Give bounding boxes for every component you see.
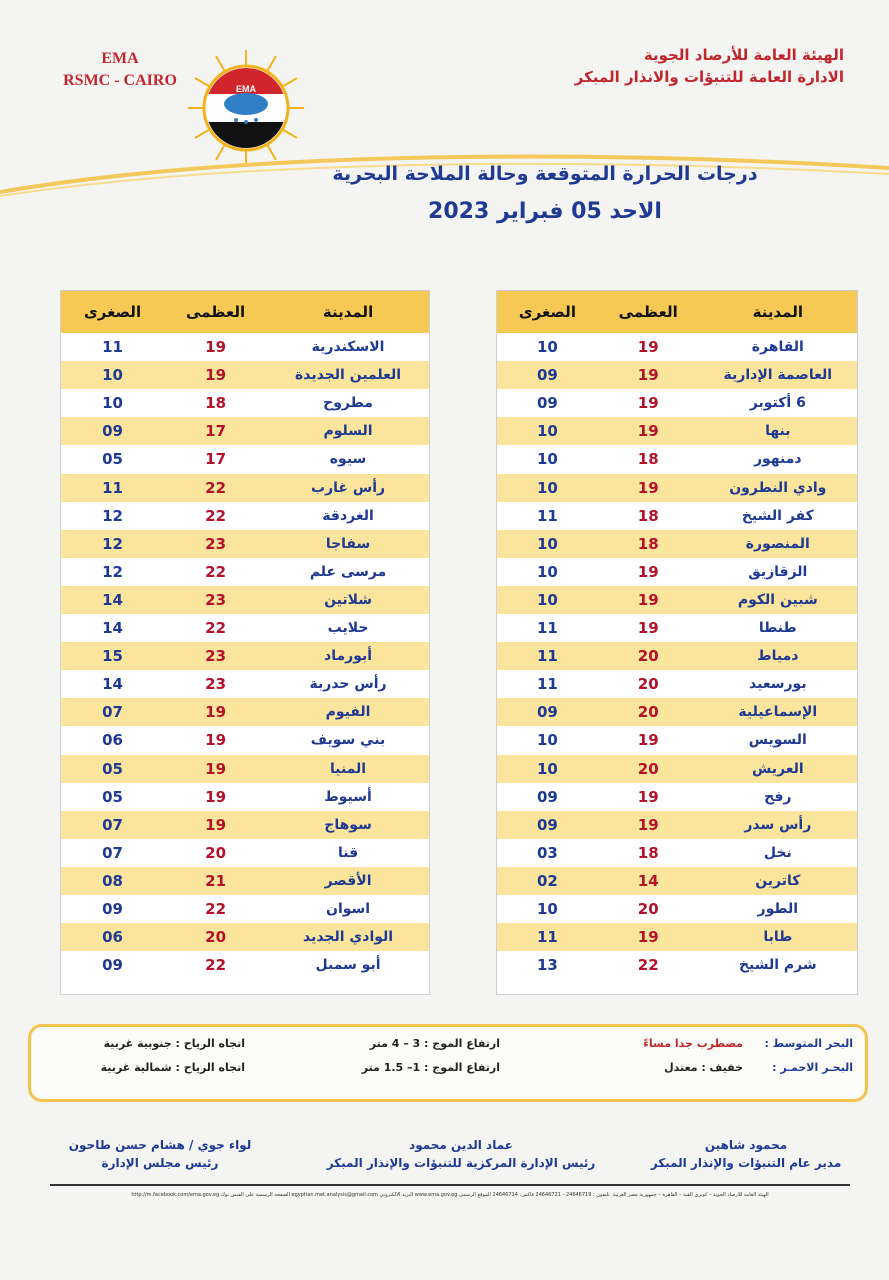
table-row — [61, 811, 429, 839]
min-temp-cell: 09 — [102, 956, 123, 975]
table-row — [61, 389, 429, 417]
red-sea-label: البحـر الاحمـر : — [772, 1061, 853, 1074]
max-temp-cell: 23 — [205, 590, 227, 609]
table-row — [497, 811, 857, 839]
table-row — [497, 755, 857, 783]
min-temp-cell: 14 — [102, 590, 123, 609]
table-row — [61, 923, 429, 951]
table-row — [497, 586, 857, 614]
min-temp-cell: 12 — [102, 506, 123, 525]
min-temp-cell: 11 — [536, 675, 558, 694]
max-temp-cell: 19 — [637, 928, 659, 947]
min-temp-cell: 03 — [536, 843, 558, 862]
max-temp-cell: 18 — [637, 506, 659, 525]
max-temp-cell: 22 — [205, 478, 227, 497]
table-row — [497, 726, 857, 754]
city-cell: الاسكندرية — [311, 339, 385, 356]
min-temp-cell: 07 — [102, 843, 123, 862]
city-cell: وادي النطرون — [729, 479, 827, 496]
signature-name: لواء جوي / هشام حسن طاحون — [68, 1138, 252, 1152]
city-cell: سوهاج — [324, 816, 372, 833]
page-title: درجات الحرارة المتوقعة وحالة الملاحة البحرية — [332, 163, 758, 185]
city-cell: رأس غارب — [311, 479, 386, 496]
max-temp-cell: 23 — [205, 647, 227, 666]
max-temp-cell: 20 — [637, 675, 659, 694]
min-temp-cell: 09 — [102, 422, 123, 441]
city-cell: طنطا — [758, 620, 797, 637]
city-cell: بنها — [765, 423, 791, 440]
city-cell: السويس — [748, 732, 807, 749]
min-temp-cell: 07 — [102, 703, 123, 722]
table-row — [61, 755, 429, 783]
table-row — [497, 417, 857, 445]
min-temp-cell: 10 — [536, 534, 558, 553]
max-temp-cell: 19 — [637, 366, 659, 385]
city-cell: دمنهور — [753, 451, 802, 468]
table-row — [497, 783, 857, 811]
min-temp-cell: 14 — [102, 619, 123, 638]
table-row — [61, 951, 429, 979]
city-cell: الوادي الجديد — [302, 929, 394, 946]
min-temp-cell: 12 — [102, 562, 123, 581]
min-temp-cell: 05 — [102, 787, 123, 806]
city-cell: رفح — [764, 788, 792, 805]
max-temp-cell: 23 — [205, 534, 227, 553]
min-temp-cell: 10 — [536, 590, 558, 609]
authority-name: الهيئة العامة للأرصاد الجوية — [643, 46, 844, 64]
min-temp-cell: 09 — [536, 703, 558, 722]
min-temp-cell: 10 — [536, 759, 558, 778]
city-cell: قنا — [337, 844, 359, 861]
city-cell: دمياط — [757, 648, 799, 665]
table-row — [61, 867, 429, 895]
table-row — [61, 445, 429, 473]
rsmc-cairo: RSMC - CAIRO — [63, 72, 177, 89]
table-header — [497, 291, 857, 333]
max-temp-cell: 20 — [637, 647, 659, 666]
city-cell: الطور — [757, 901, 799, 918]
table-row — [61, 361, 429, 389]
signature-role: رئيس مجلس الإدارة — [101, 1156, 219, 1170]
max-temp-cell: 19 — [637, 815, 659, 834]
min-temp-cell: 05 — [102, 759, 123, 778]
red-wind-direction: اتجاه الرياح : شمالية غربية — [100, 1061, 245, 1074]
table-row — [497, 923, 857, 951]
header-city: المدينة — [322, 303, 374, 321]
min-temp-cell: 07 — [102, 815, 123, 834]
table-row — [61, 586, 429, 614]
min-temp-cell: 11 — [536, 928, 558, 947]
city-cell: اسوان — [326, 901, 371, 918]
ema-abbrev: EMA — [101, 50, 139, 67]
table-row — [61, 474, 429, 502]
max-temp-cell: 14 — [637, 871, 659, 890]
max-temp-cell: 19 — [205, 815, 227, 834]
table-row — [61, 417, 429, 445]
city-cell: رأس سدر — [744, 816, 812, 833]
right-temperature-table — [496, 290, 858, 995]
med-sea-label: البحر المتوسط : — [764, 1037, 853, 1050]
max-temp-cell: 18 — [637, 534, 659, 553]
min-temp-cell: 08 — [102, 871, 123, 890]
city-cell: العاصمة الإدارية — [723, 367, 833, 384]
max-temp-cell: 20 — [637, 759, 659, 778]
table-row — [61, 670, 429, 698]
ema-arabic-header — [524, 44, 844, 88]
city-cell: سيوه — [329, 451, 367, 468]
signature-role: رئيس الإدارة المركزية للتنبؤات والإنذار المبكر — [326, 1156, 596, 1170]
max-temp-cell: 17 — [205, 422, 227, 441]
header-min: الصغرى — [83, 303, 142, 321]
max-temp-cell: 20 — [205, 843, 227, 862]
table-row — [497, 389, 857, 417]
min-temp-cell: 10 — [536, 478, 558, 497]
header-max: العظمى — [618, 303, 678, 321]
min-temp-cell: 10 — [536, 422, 558, 441]
page-date: الاحد 05 فبراير 2023 — [428, 199, 662, 224]
table-row — [61, 614, 429, 642]
max-temp-cell: 19 — [205, 731, 227, 750]
city-cell: شبين الكوم — [737, 591, 818, 608]
med-sea-state: مضطرب جدا مساءً — [643, 1037, 743, 1050]
max-temp-cell: 23 — [205, 675, 227, 694]
header-city: المدينة — [752, 303, 803, 321]
city-cell: سفاجا — [325, 535, 371, 552]
min-temp-cell: 11 — [102, 338, 123, 357]
max-temp-cell: 22 — [205, 956, 227, 975]
table-row — [497, 839, 857, 867]
max-temp-cell: 22 — [205, 619, 227, 638]
city-cell: الأقصر — [324, 872, 372, 889]
city-cell: العريش — [751, 760, 804, 777]
table-row — [61, 839, 429, 867]
min-temp-cell: 10 — [536, 450, 558, 469]
city-cell: بني سويف — [310, 732, 386, 749]
sea-state-box — [28, 1024, 868, 1102]
table-row — [61, 698, 429, 726]
ema-english-header — [40, 48, 200, 92]
min-temp-cell: 15 — [102, 647, 123, 666]
city-cell: الغردقة — [322, 507, 374, 524]
table-row — [61, 726, 429, 754]
city-cell: أبو سمبل — [315, 957, 381, 974]
med-wave-height: ارتفاع الموج : 3 – 4 متر — [369, 1037, 500, 1050]
city-cell: العلمين الجديدة — [295, 367, 402, 384]
red-sea-state: خفيف : معتدل — [664, 1061, 743, 1074]
max-temp-cell: 19 — [637, 590, 659, 609]
max-temp-cell: 19 — [637, 562, 659, 581]
max-temp-cell: 19 — [637, 619, 659, 638]
city-cell: طابا — [763, 929, 793, 946]
max-temp-cell: 19 — [637, 731, 659, 750]
table-row — [497, 502, 857, 530]
signature-name: عماد الدين محمود — [409, 1138, 513, 1152]
max-temp-cell: 19 — [205, 787, 227, 806]
city-cell: رأس حدربة — [309, 676, 387, 693]
signature-central-director — [301, 1136, 621, 1172]
table-row — [61, 333, 429, 361]
table-row — [497, 951, 857, 979]
max-temp-cell: 22 — [205, 506, 227, 525]
table-row — [497, 558, 857, 586]
city-cell: كاترين — [755, 872, 801, 889]
city-cell: كفر الشيخ — [741, 507, 814, 524]
min-temp-cell: 06 — [102, 731, 123, 750]
footer-contact: الهيئة العامة للأرصاد الجوية – كوبري القبة – القاهرة – جمهورية مصر العربية. تليفون : 24646719 - 24646721 فاكس: 24646714 الموقع الرسمي www.ema.gov.eg البريد الالكتروني egyptian.met.analysis@gmail.com الصفحة الرسمية على الفيس بوك http://m.facebook.com/ema.gov.eg — [131, 1192, 769, 1198]
min-temp-cell: 10 — [536, 900, 558, 919]
city-cell: القاهرة — [751, 339, 804, 356]
red-wave-height: ارتفاع الموج : 1– 1.5 متر — [361, 1061, 500, 1074]
min-temp-cell: 09 — [536, 815, 558, 834]
city-cell: الفيوم — [325, 704, 371, 721]
table-row — [61, 502, 429, 530]
table-row — [61, 642, 429, 670]
max-temp-cell: 20 — [637, 703, 659, 722]
max-temp-cell: 19 — [205, 759, 227, 778]
max-temp-cell: 19 — [637, 338, 659, 357]
max-temp-cell: 22 — [637, 956, 659, 975]
max-temp-cell: 19 — [205, 366, 227, 385]
table-row — [61, 558, 429, 586]
city-cell: 6 أكتوبر — [749, 395, 806, 412]
min-temp-cell: 06 — [102, 928, 123, 947]
table-row — [497, 642, 857, 670]
min-temp-cell: 11 — [536, 647, 558, 666]
max-temp-cell: 19 — [205, 338, 227, 357]
city-cell: مطروح — [323, 395, 373, 412]
city-cell: مرسى علم — [309, 563, 387, 580]
city-cell: شرم الشيخ — [738, 957, 817, 974]
city-cell: أبورماد — [324, 648, 373, 665]
max-temp-cell: 19 — [205, 703, 227, 722]
med-wind-direction: اتجاه الرياح : جنوبية غربية — [103, 1037, 245, 1050]
city-cell: السلوم — [323, 423, 373, 440]
city-cell: أسيوط — [324, 788, 372, 805]
table-row — [497, 698, 857, 726]
table-row — [497, 670, 857, 698]
table-row — [497, 895, 857, 923]
logo-text: EMA — [236, 84, 256, 94]
city-cell: المنصورة — [745, 535, 810, 552]
table-row — [497, 530, 857, 558]
min-temp-cell: 14 — [102, 675, 123, 694]
min-temp-cell: 02 — [536, 871, 558, 890]
table-row — [497, 614, 857, 642]
left-temperature-table — [60, 290, 430, 995]
max-temp-cell: 17 — [205, 450, 227, 469]
max-temp-cell: 19 — [637, 787, 659, 806]
min-temp-cell: 10 — [102, 366, 123, 385]
city-cell: حلايب — [327, 620, 369, 637]
city-cell: شلاتين — [324, 591, 373, 608]
city-cell: نخل — [763, 844, 792, 861]
min-temp-cell: 11 — [102, 478, 123, 497]
max-temp-cell: 19 — [637, 394, 659, 413]
min-temp-cell: 10 — [536, 562, 558, 581]
table-row — [61, 895, 429, 923]
min-temp-cell: 09 — [102, 900, 123, 919]
signature-role: مدير عام التنبؤات والإنذار المبكر — [650, 1156, 842, 1170]
table-row — [497, 445, 857, 473]
table-header — [61, 291, 429, 333]
forecast-department: الادارة العامة للتنبؤات والانذار المبكر — [574, 68, 844, 86]
max-temp-cell: 22 — [205, 900, 227, 919]
signature-name: محمود شاهين — [704, 1138, 788, 1152]
signature-chairman — [40, 1136, 280, 1172]
max-temp-cell: 19 — [637, 478, 659, 497]
table-row — [497, 361, 857, 389]
table-row — [61, 783, 429, 811]
min-temp-cell: 09 — [536, 366, 558, 385]
min-temp-cell: 09 — [536, 787, 558, 806]
header-min: الصغرى — [518, 303, 576, 321]
max-temp-cell: 20 — [637, 900, 659, 919]
min-temp-cell: 11 — [536, 619, 558, 638]
header-max: العظمى — [186, 303, 246, 321]
city-cell: الزقازيق — [748, 563, 808, 580]
table-row — [497, 474, 857, 502]
table-row — [61, 530, 429, 558]
footer-divider — [50, 1184, 850, 1186]
min-temp-cell: 09 — [536, 394, 558, 413]
city-cell: الإسماعيلية — [738, 704, 818, 721]
table-row — [497, 333, 857, 361]
min-temp-cell: 12 — [102, 534, 123, 553]
max-temp-cell: 18 — [205, 394, 227, 413]
min-temp-cell: 10 — [536, 338, 558, 357]
max-temp-cell: 20 — [205, 928, 227, 947]
signature-forecast-director — [631, 1136, 861, 1172]
city-cell: بورسعيد — [749, 676, 807, 693]
table-row — [497, 867, 857, 895]
city-cell: المنيا — [329, 760, 367, 777]
max-temp-cell: 19 — [637, 422, 659, 441]
min-temp-cell: 10 — [536, 731, 558, 750]
max-temp-cell: 22 — [205, 562, 227, 581]
min-temp-cell: 05 — [102, 450, 123, 469]
min-temp-cell: 10 — [102, 394, 123, 413]
max-temp-cell: 18 — [637, 843, 659, 862]
max-temp-cell: 21 — [205, 871, 227, 890]
min-temp-cell: 13 — [536, 956, 558, 975]
min-temp-cell: 11 — [536, 506, 558, 525]
max-temp-cell: 18 — [637, 450, 659, 469]
